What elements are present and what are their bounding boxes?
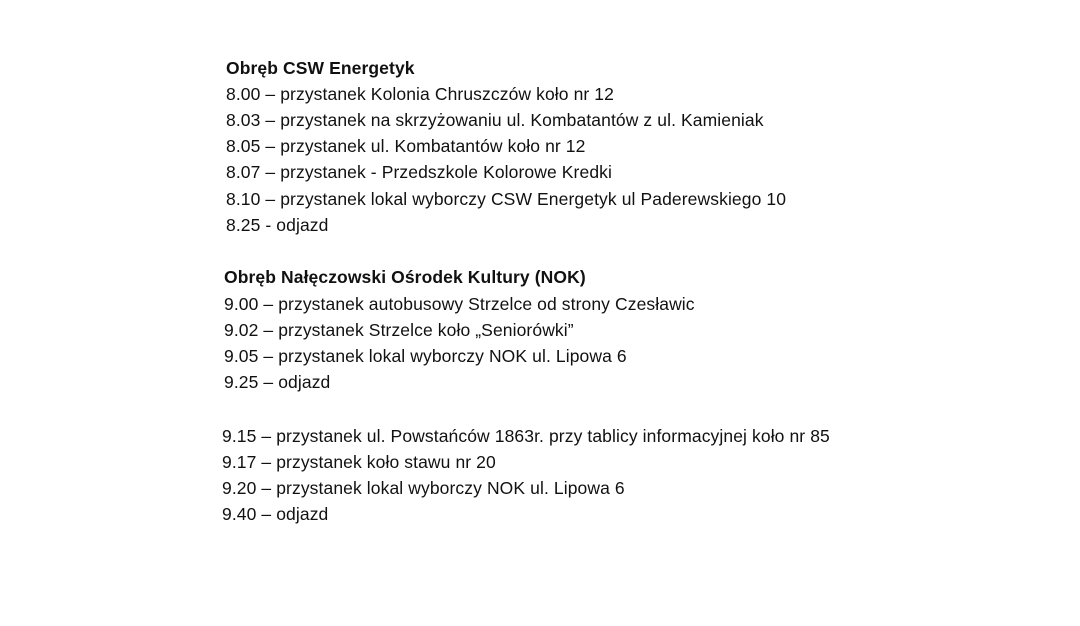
schedule-line: 9.02 – przystanek Strzelce koło „Seniorówki”: [224, 320, 574, 340]
schedule-line: 9.17 – przystanek koło stawu nr 20: [222, 452, 496, 472]
section-heading: Obręb Nałęczowski Ośrodek Kultury (NOK): [224, 267, 586, 287]
schedule-line: 9.20 – przystanek lokal wyborczy NOK ul. Lipowa 6: [222, 478, 625, 498]
schedule-line: 8.10 – przystanek lokal wyborczy CSW Energetyk ul Paderewskiego 10: [226, 189, 787, 209]
schedule-line: 8.00 – przystanek Kolonia Chruszczów koło nr 12: [226, 84, 614, 104]
section-heading: Obręb CSW Energetyk: [226, 58, 415, 78]
schedule-line: 8.05 – przystanek ul. Kombatantów koło nr 12: [226, 136, 586, 156]
schedule-line: 9.40 – odjazd: [222, 504, 329, 524]
schedule-line: 9.05 – przystanek lokal wyborczy NOK ul. Lipowa 6: [224, 346, 627, 366]
schedule-line: 9.15 – przystanek ul. Powstańców 1863r. przy tablicy informacyjnej koło nr 85: [222, 426, 830, 446]
schedule-line: 9.25 – odjazd: [224, 372, 331, 392]
schedule-line: 9.00 – przystanek autobusowy Strzelce od strony Czesławic: [224, 294, 695, 314]
schedule-line: 8.07 – przystanek - Przedszkole Kolorowe Kredki: [226, 162, 612, 182]
schedule-line: 8.03 – przystanek na skrzyżowaniu ul. Kombatantów z ul. Kamieniak: [226, 110, 764, 130]
schedule-line: 8.25 - odjazd: [226, 215, 329, 235]
